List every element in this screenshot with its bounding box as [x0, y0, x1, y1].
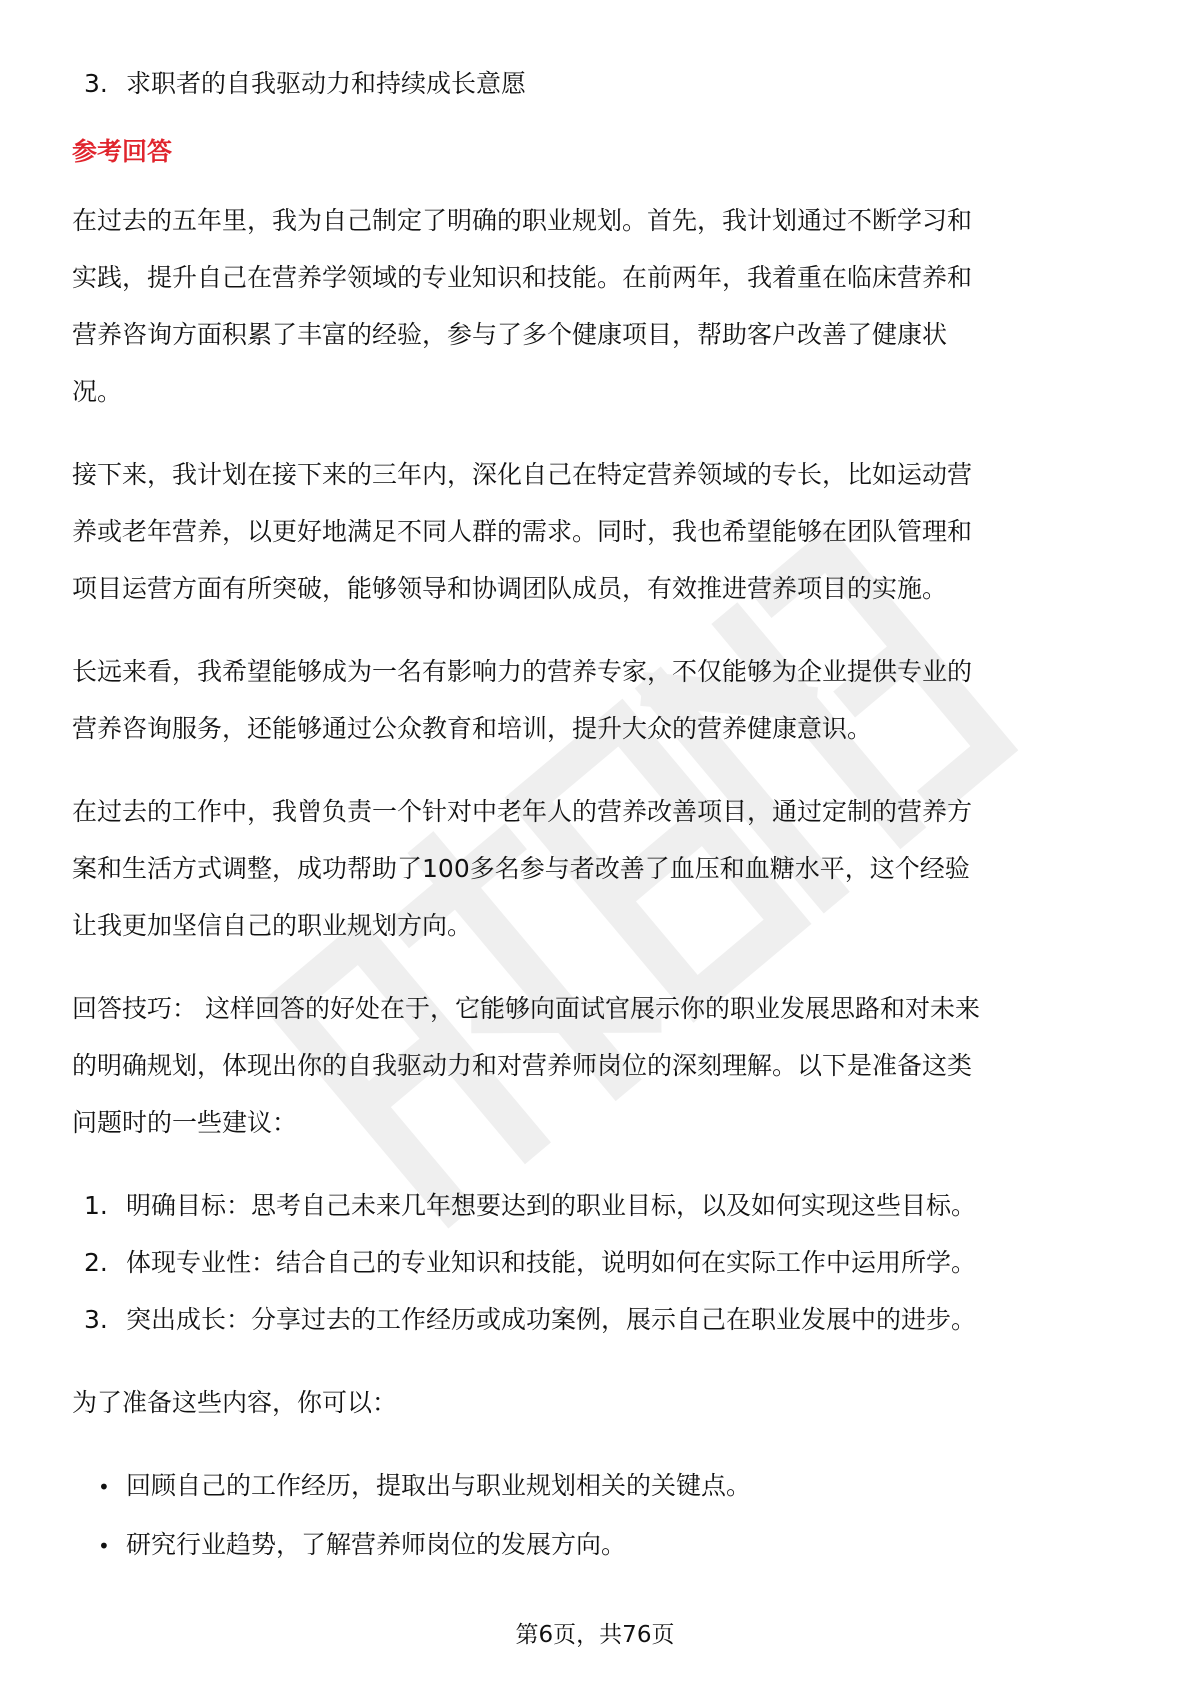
list-number: 3.	[84, 1305, 108, 1334]
answer-paragraph-1	[72, 192, 1118, 420]
prepare-intro: 为了准备这些内容，你可以：	[72, 1388, 398, 1417]
list-item	[72, 1177, 1118, 1234]
tips-list	[72, 1177, 1118, 1348]
text-line: 回答技巧： 这样回答的好处在于，它能够向面试官展示你的职业发展思路和对未来	[72, 994, 980, 1023]
text-line: 项目运营方面有所突破，能够领导和协调团队成员，有效推进营养项目的实施。	[72, 574, 948, 603]
text-line: 营养咨询方面积累了丰富的经验，参与了多个健康项目，帮助客户改善了健康状	[72, 320, 948, 349]
bullet-text: 回顾自己的工作经历，提取出与职业规划相关的关键点。	[126, 1471, 752, 1500]
tips-paragraph	[72, 980, 1118, 1151]
text-line: 况。	[72, 377, 123, 406]
list-item	[72, 1291, 1118, 1348]
text-line: 接下来，我计划在接下来的三年内，深化自己在特定营养领域的专长，比如运动营	[72, 460, 973, 489]
list-text: 明确目标：思考自己未来几年想要达到的职业目标，以及如何实现这些目标。	[126, 1191, 977, 1220]
text-line: 在过去的五年里，我为自己制定了明确的职业规划。首先，我计划通过不断学习和	[72, 206, 973, 235]
bullet-item	[72, 1516, 1118, 1575]
page-number-footer: 第6页，共76页	[515, 1622, 675, 1648]
text-line: 营养咨询服务，还能够通过公众教育和培训，提升大众的营养健康意识。	[72, 714, 873, 743]
bullet-dot-icon: •	[98, 1534, 110, 1558]
list-number: 2.	[84, 1248, 108, 1277]
text-line: 案和生活方式调整，成功帮助了100多名参与者改善了血压和血糖水平，这个经验	[72, 854, 970, 883]
text-line: 实践，提升自己在营养学领域的专业知识和技能。在前两年，我着重在临床营养和	[72, 263, 973, 292]
answer-paragraph-4	[72, 783, 1118, 954]
text-line: 问题时的一些建议：	[72, 1108, 298, 1137]
text-line: 的明确规划，体现出你的自我驱动力和对营养师岗位的深刻理解。以下是准备这类	[72, 1051, 973, 1080]
list-item	[72, 1234, 1118, 1291]
answer-paragraph-2	[72, 446, 1118, 617]
list-text: 求职者的自我驱动力和持续成长意愿	[126, 69, 527, 98]
list-text: 突出成长：分享过去的工作经历或成功案例，展示自己在职业发展中的进步。	[126, 1305, 977, 1334]
text-line: 在过去的工作中，我曾负责一个针对中老年人的营养改善项目，通过定制的营养方	[72, 797, 973, 826]
text-line: 让我更加坚信自己的职业规划方向。	[72, 911, 473, 940]
list-number: 1.	[84, 1191, 108, 1220]
text-line: 长远来看，我希望能够成为一名有影响力的营养专家，不仅能够为企业提供专业的	[72, 657, 973, 686]
list-item	[72, 55, 1118, 112]
page-content	[72, 55, 1118, 1575]
answer-paragraph-3	[72, 643, 1118, 757]
prepare-bullets	[72, 1457, 1118, 1575]
text-line: 养或老年营养，以更好地满足不同人群的需求。同时，我也希望能够在团队管理和	[72, 517, 973, 546]
list-text: 体现专业性：结合自己的专业知识和技能，说明如何在实际工作中运用所学。	[126, 1248, 977, 1277]
bullet-dot-icon: •	[98, 1475, 110, 1499]
bullet-item	[72, 1457, 1118, 1516]
bullet-text: 研究行业趋势，了解营养师岗位的发展方向。	[126, 1530, 627, 1559]
section-title-reference-answer: 参考回答	[72, 137, 173, 166]
list-number: 3.	[84, 69, 108, 98]
